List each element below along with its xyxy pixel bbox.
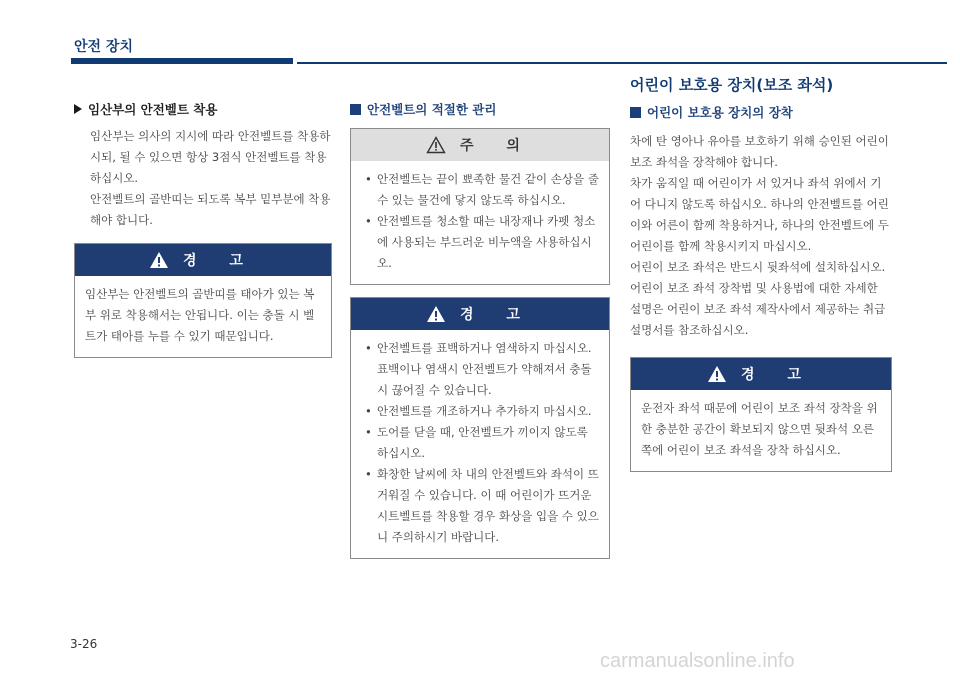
warning-triangle-icon [149, 251, 169, 269]
warning-label: 경 고 [741, 367, 815, 383]
warning-label: 경 고 [183, 253, 257, 269]
left-warning-box [74, 243, 332, 358]
warning-text: 운전자 좌석 때문에 어린이 보조 좌석 장착을 위한 충분한 공간이 확보되지 않으면 뒷좌석 오른쪽에 어린이 보조 좌석을 장착 하십시오. [641, 401, 878, 457]
right-warning-box [630, 357, 892, 472]
caution-label: 주 의 [460, 138, 534, 154]
warning-triangle-icon [707, 365, 727, 383]
pregnant-seatbelt-heading: 임산부의 안전벨트 착용 [74, 100, 332, 118]
left-paragraph: 안전벨트의 골반띠는 되도록 복부 밑부분에 착용해야 합니다. [90, 192, 331, 227]
warning-text: 임산부는 안전벨트의 골반띠를 태아가 있는 복부 위로 착용해서는 안됩니다. 이는 충돌 시 벨트가 태아를 누를 수 있기 때문입니다. [85, 287, 315, 343]
warning-item: • 안전벨트를 표백하거나 염색하지 마십시오. 표백이나 염색시 안전벨트가 약해져서 충돌 시 끊어질 수 있습니다. [361, 338, 599, 401]
watermark: carmanualsonline.info [600, 650, 795, 672]
caution-box-header [351, 129, 609, 161]
warning-box-header [631, 358, 891, 390]
section-title: 안전 장치 [74, 39, 133, 55]
child-restraint-title: 어린이 보호용 장치(보조 좌석) [630, 76, 834, 94]
warning-item: • 화창한 날씨에 차 내의 안전벨트와 좌석이 뜨거워질 수 있습니다. 이 때 어린이가 뜨거운 시트벨트를 착용할 경우 화상을 입을 수 있으니 주의하시기 바랍니다. [361, 464, 599, 548]
middle-warning-box [350, 297, 610, 559]
warning-triangle-icon [426, 305, 446, 323]
caution-item: • 안전벨트는 끝이 뾰족한 물건 같이 손상을 줄 수 있는 물건에 닿지 않도록 하십시오. [361, 169, 599, 211]
caution-item: • 안전벨트를 청소할 때는 내장재나 카펫 청소에 사용되는 부드러운 비누액을 사용하십시오. [361, 211, 599, 274]
warning-box-header [351, 298, 609, 330]
right-column [630, 74, 892, 472]
warning-box-header [75, 244, 331, 276]
square-bullet-icon [350, 104, 361, 115]
middle-column [350, 100, 610, 559]
square-bullet-icon [630, 107, 641, 118]
caution-triangle-icon [426, 136, 446, 154]
caution-box [350, 128, 610, 285]
page-number: 3-26 [70, 637, 98, 651]
header-rule-thin [297, 62, 947, 64]
header-rule-thick [71, 58, 293, 64]
child-restraint-install-heading: 어린이 보호용 장치의 장착 [630, 103, 892, 121]
right-paragraph: 차에 탄 영아나 유아를 보호하기 위해 승인된 어린이 보조 좌석을 장착해야 합니다. [630, 134, 889, 169]
warning-item: • 도어를 닫을 때, 안전벨트가 끼이지 않도록 하십시오. [361, 422, 599, 464]
warning-item: • 안전벨트를 개조하거나 추가하지 마십시오. [361, 401, 599, 422]
right-paragraph: 차가 움직일 때 어린이가 서 있거나 좌석 위에서 기어 다니지 않도록 하십시오. 하나의 안전벨트를 어린이와 어른이 함께 착용하거나, 하나의 안전벨트에 두 어린이를 함께 착용시키지 마십시오. [630, 176, 889, 253]
warning-label: 경 고 [460, 307, 534, 323]
left-paragraph: 임산부는 의사의 지시에 따라 안전벨트를 착용하시되, 될 수 있으면 항상 3점식 안전벨트를 착용하십시오. [90, 129, 331, 185]
right-paragraph: 어린이 보조 좌석은 반드시 뒷좌석에 설치하십시오. 어린이 보조 좌석 장착법 및 사용법에 대한 자세한 설명은 어린이 보조 좌석 제작사에서 제공하는 취급 설명서를 참조하십시오. [630, 260, 886, 337]
seatbelt-care-heading: 안전벨트의 적절한 관리 [350, 100, 610, 118]
left-column [74, 100, 332, 358]
triangle-bullet-icon [74, 104, 82, 114]
